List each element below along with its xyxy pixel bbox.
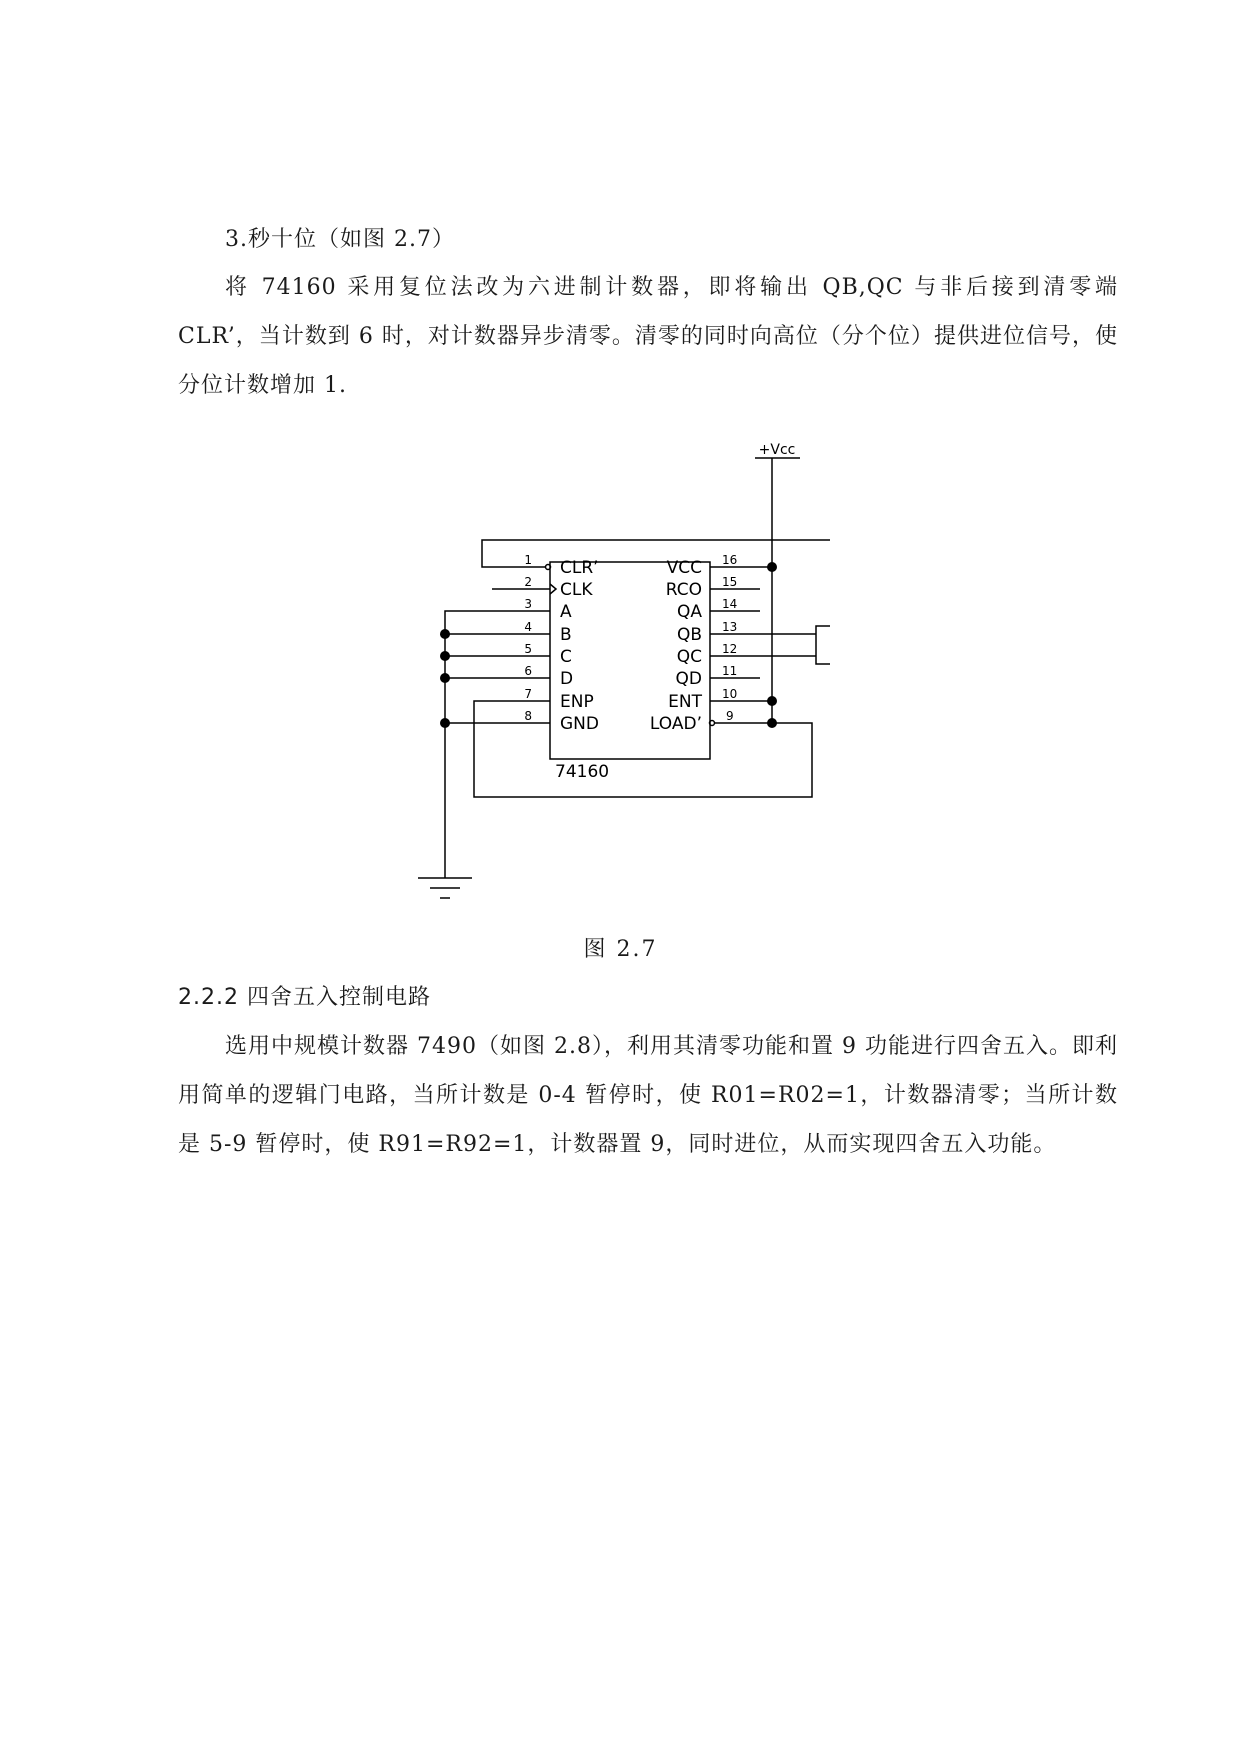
pin-number: 15 (722, 575, 738, 589)
pin-number: 13 (722, 620, 738, 634)
pin-number: 2 (524, 575, 532, 589)
circuit-diagram (410, 440, 830, 910)
pin-number: 12 (722, 642, 738, 656)
subsection-heading: 2.2.2 四舍五入控制电路 (178, 985, 431, 1010)
pin-number: 10 (722, 687, 738, 701)
nand-gate (816, 626, 830, 664)
pin-name: LOAD’ (649, 714, 702, 734)
pin-number: 3 (524, 597, 532, 611)
pin-number: 8 (524, 709, 532, 723)
pin-number: 14 (722, 597, 738, 611)
pin-number: 6 (524, 664, 532, 678)
pin-name: C (560, 647, 572, 667)
pin-name: ENP (560, 692, 594, 712)
pin-name: A (560, 602, 572, 622)
pin-number: 4 (524, 620, 532, 634)
paragraph-2: 选用中规模计数器 7490（如图 2.8），利用其清零功能和置 9 功能进行四舍五入。即利用简单的逻辑门电路，当所计数是 0-4 暂停时，使 R01=R02=1，计数器清零；当所计数是 5-9 暂停时，使 R91=R92=1，计数器置 9，同时进位，从而实现四舍五入功能。 (178, 1034, 1118, 1157)
pin-number: 5 (524, 642, 532, 656)
pin-name: B (560, 625, 572, 645)
pin-name: ENT (668, 692, 702, 712)
pin-name: QB (676, 625, 702, 645)
pin-name: QA (676, 602, 702, 622)
pin-number: 11 (722, 664, 738, 678)
pin-number: 16 (722, 553, 738, 567)
paragraph-1: 将 74160 采用复位法改为六进制计数器，即将输出 QB,QC 与非后接到清零端 CLR’，当计数到 6 时，对计数器异步清零。清零的同时向高位（分个位）提供进位信号，使分位计数增加 1. (178, 275, 1118, 398)
pin-name: QC (676, 647, 702, 667)
pin-number: 9 (726, 709, 734, 723)
pin-name: RCO (665, 580, 702, 600)
pin-name: VCC (666, 558, 702, 578)
chip-label: 74160 (555, 762, 610, 782)
figure-caption: 图 2.7 (583, 937, 658, 962)
vcc-label: +Vcc (758, 442, 796, 458)
pin-number: 1 (524, 553, 532, 567)
pin-name: CLK (560, 580, 593, 600)
section-heading: 3.秒十位（如图 2.7） (225, 227, 455, 252)
pin-name: GND (560, 714, 599, 734)
pin-number: 7 (524, 687, 532, 701)
pin-name: D (560, 669, 574, 689)
pin-name: QD (675, 669, 702, 689)
pin-name: CLR’ (560, 558, 599, 578)
